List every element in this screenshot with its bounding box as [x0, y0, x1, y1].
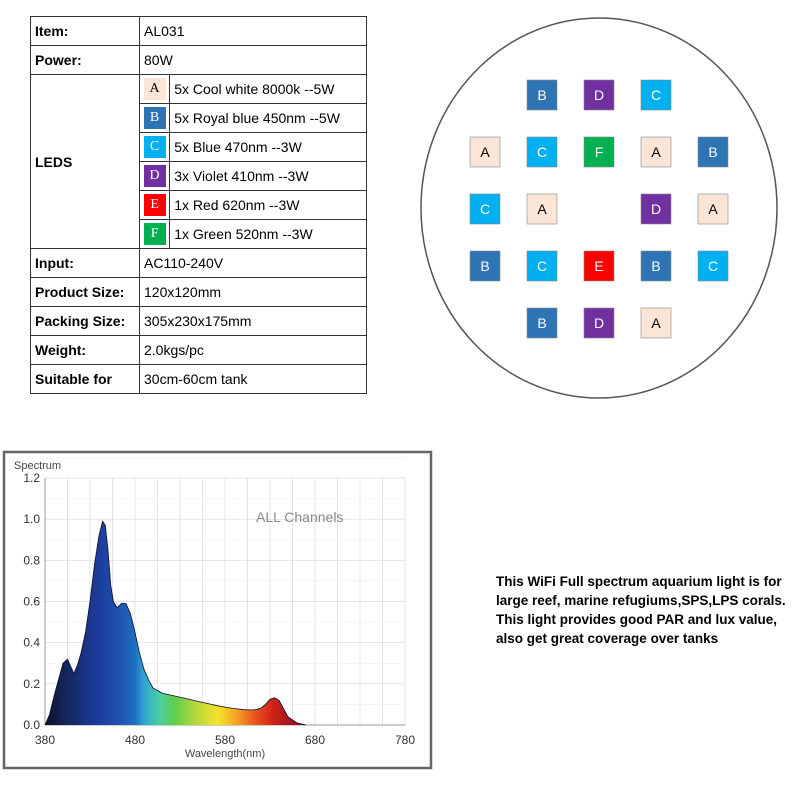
led-chip-d — [641, 194, 671, 224]
led-chip-b — [527, 308, 557, 338]
weight-label: Weight: — [31, 336, 140, 365]
x-tick-label: 480 — [124, 733, 146, 747]
chart-title: Spectrum — [14, 460, 62, 472]
row-suitable — [31, 365, 367, 394]
product-size-value: 120x120mm — [140, 278, 367, 307]
row-power — [31, 46, 367, 75]
led-chip-c: C — [144, 136, 166, 158]
svg-text:C: C — [536, 258, 548, 274]
power-label: Power: — [31, 46, 140, 75]
chart-annotation: ALL Channels — [256, 509, 344, 525]
svg-text:C: C — [707, 258, 719, 274]
item-value: AL031 — [140, 17, 367, 46]
description-line-1: This WiFi Full spectrum aquarium light is for large reef, marine refugiums,SPS,LPS corals. — [496, 574, 786, 608]
led-chip-c — [641, 80, 671, 110]
led-chip-d — [584, 80, 614, 110]
led-chip-cell — [140, 220, 170, 249]
svg-text:B: B — [708, 144, 718, 160]
svg-text:F: F — [594, 144, 604, 160]
led-chip-b: B — [144, 107, 166, 129]
svg-text:B: B — [537, 315, 547, 331]
svg-text:B: B — [480, 258, 490, 274]
spec-table — [30, 16, 367, 394]
svg-text:A: A — [708, 201, 718, 217]
led-chip-c — [470, 194, 500, 224]
svg-text:C: C — [650, 87, 662, 103]
svg-text:B: B — [537, 87, 547, 103]
led-chip-a — [641, 308, 671, 338]
led-chip-cell — [140, 104, 170, 133]
led-desc-a: 5x Cool white 8000k --5W — [170, 75, 367, 104]
item-label: Item: — [31, 17, 140, 46]
led-desc-f: 1x Green 520nm --3W — [170, 220, 367, 249]
row-led-a — [31, 75, 367, 104]
led-chip-cell — [140, 191, 170, 220]
led-desc-e: 1x Red 620nm --3W — [170, 191, 367, 220]
suitable-label: Suitable for — [31, 365, 140, 394]
x-tick-label: 580 — [214, 733, 236, 747]
input-value: AC110-240V — [140, 249, 367, 278]
led-chip-f: F — [144, 223, 166, 245]
y-tick-label: 0.8 — [23, 553, 40, 568]
y-tick-label: 0.2 — [23, 676, 40, 691]
led-desc-d: 3x Violet 410nm --3W — [170, 162, 367, 191]
led-chip-d — [584, 308, 614, 338]
y-tick-label: 1.0 — [23, 512, 40, 527]
svg-text:A: A — [651, 144, 661, 160]
svg-text:C: C — [536, 144, 548, 160]
row-product-size — [31, 278, 367, 307]
led-chip-cell — [140, 162, 170, 191]
svg-text:A: A — [651, 315, 661, 331]
led-chip-b — [641, 251, 671, 281]
svg-text:A: A — [480, 144, 490, 160]
led-desc-c: 5x Blue 470nm --3W — [170, 133, 367, 162]
led-chip-c — [527, 251, 557, 281]
x-axis-label: Wavelength(nm) — [184, 748, 266, 760]
packing-size-value: 305x230x175mm — [140, 307, 367, 336]
led-chip-b — [698, 137, 728, 167]
row-weight — [31, 336, 367, 365]
suitable-value: 30cm-60cm tank — [140, 365, 367, 394]
led-chip-e: E — [144, 194, 166, 216]
spectrum-chart — [0, 450, 440, 780]
led-chip-a — [641, 137, 671, 167]
svg-text:A: A — [537, 201, 547, 217]
row-packing-size — [31, 307, 367, 336]
y-tick-label: 1.2 — [23, 471, 40, 485]
led-chip-e — [584, 251, 614, 281]
led-chip-a — [698, 194, 728, 224]
y-tick-label: 0.4 — [23, 635, 40, 650]
y-tick-label: 0.0 — [23, 718, 40, 732]
led-chip-c — [698, 251, 728, 281]
x-tick-label: 680 — [304, 733, 326, 747]
svg-text:D: D — [593, 315, 605, 331]
led-chip-f — [584, 137, 614, 167]
packing-size-label: Packing Size: — [31, 307, 140, 336]
svg-text:B: B — [651, 258, 661, 274]
power-value: 80W — [140, 46, 367, 75]
led-chip-b — [527, 80, 557, 110]
led-chip-a — [470, 137, 500, 167]
row-input — [31, 249, 367, 278]
led-chip-d: D — [144, 165, 166, 187]
led-chip-a: A — [144, 78, 166, 100]
led-chip-c — [527, 137, 557, 167]
leds-label: LEDS — [31, 75, 140, 249]
product-description — [496, 572, 796, 648]
led-chip-a — [527, 194, 557, 224]
weight-value: 2.0kgs/pc — [140, 336, 367, 365]
svg-text:D: D — [593, 87, 605, 103]
y-tick-label: 0.6 — [23, 594, 40, 609]
led-chip-cell — [140, 133, 170, 162]
x-tick-label: 780 — [394, 733, 416, 747]
row-item — [31, 17, 367, 46]
led-layout-diagram — [418, 14, 784, 406]
led-chip-cell — [140, 75, 170, 104]
x-tick-label: 380 — [34, 733, 56, 747]
svg-text:E: E — [594, 258, 604, 274]
svg-text:D: D — [650, 201, 662, 217]
product-size-label: Product Size: — [31, 278, 140, 307]
svg-text:C: C — [479, 201, 491, 217]
led-chip-b — [470, 251, 500, 281]
description-line-2: This light provides good PAR and lux value, also get great coverage over tanks — [496, 612, 778, 646]
input-label: Input: — [31, 249, 140, 278]
led-desc-b: 5x Royal blue 450nm --5W — [170, 104, 367, 133]
